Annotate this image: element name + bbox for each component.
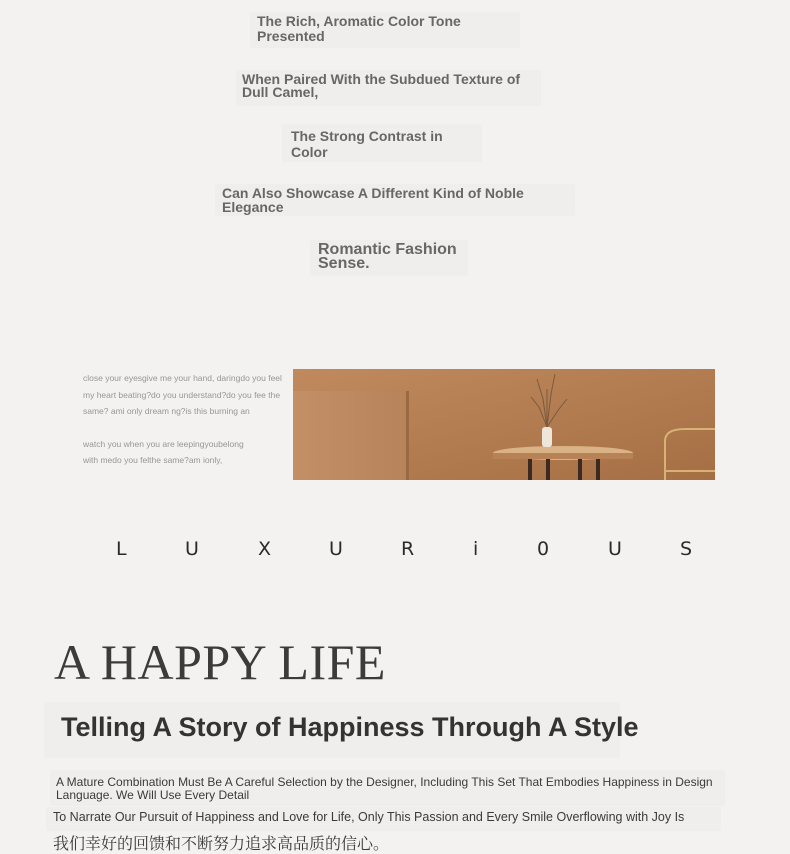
poem-line-3: same? ami only dream ng?is this burning an (83, 406, 250, 416)
letter: U (329, 538, 343, 560)
letter: 0 (537, 538, 550, 560)
intro-line-3: The Strong Contrast in Color (291, 128, 443, 160)
letter: U (185, 538, 199, 560)
poem-line-2: my heart beating?do you understand?do you fee the (83, 389, 281, 400)
page-headline: A HAPPY LIFE (54, 634, 386, 690)
poem-block (83, 370, 288, 469)
subheadline: Telling A Story of Happiness Through A Style (61, 712, 639, 742)
poem-line-5: with medo you felthe same?am ionly, (83, 455, 223, 465)
letter: X (258, 538, 272, 560)
paragraph-3: 我们幸好的回馈和不断努力追求高品质的信心。 (53, 836, 390, 853)
intro-line-4: Can Also Showcase A Different Kind of Noble Elegance (222, 185, 524, 215)
letter: R (401, 538, 415, 560)
poem-line-1: close your eyesgive me your hand, daringdo you feel (83, 373, 282, 383)
intro-line-2: When Paired With the Subdued Texture of Dull Camel, (242, 71, 521, 100)
interior-photo (293, 369, 715, 480)
letter: S (680, 538, 693, 560)
paragraph-2: To Narrate Our Pursuit of Happiness and Love for Life, Only This Passion and Every Smile Overflowing with Joy Is (53, 810, 685, 824)
letter: L (116, 538, 127, 560)
poem-line-4: watch you when you are leepingyoubelong (83, 438, 244, 449)
intro-line-5: Romantic Fashion Sense. (318, 241, 457, 272)
letter: i (473, 538, 479, 560)
intro-line-1: The Rich, Aromatic Color Tone Presented (257, 13, 461, 44)
paragraph-1: A Mature Combination Must Be A Careful Selection by the Designer, Including This Set That Embodies Happiness in Design Language. We Will Use Every Detail (56, 775, 713, 802)
letter: U (608, 538, 622, 560)
